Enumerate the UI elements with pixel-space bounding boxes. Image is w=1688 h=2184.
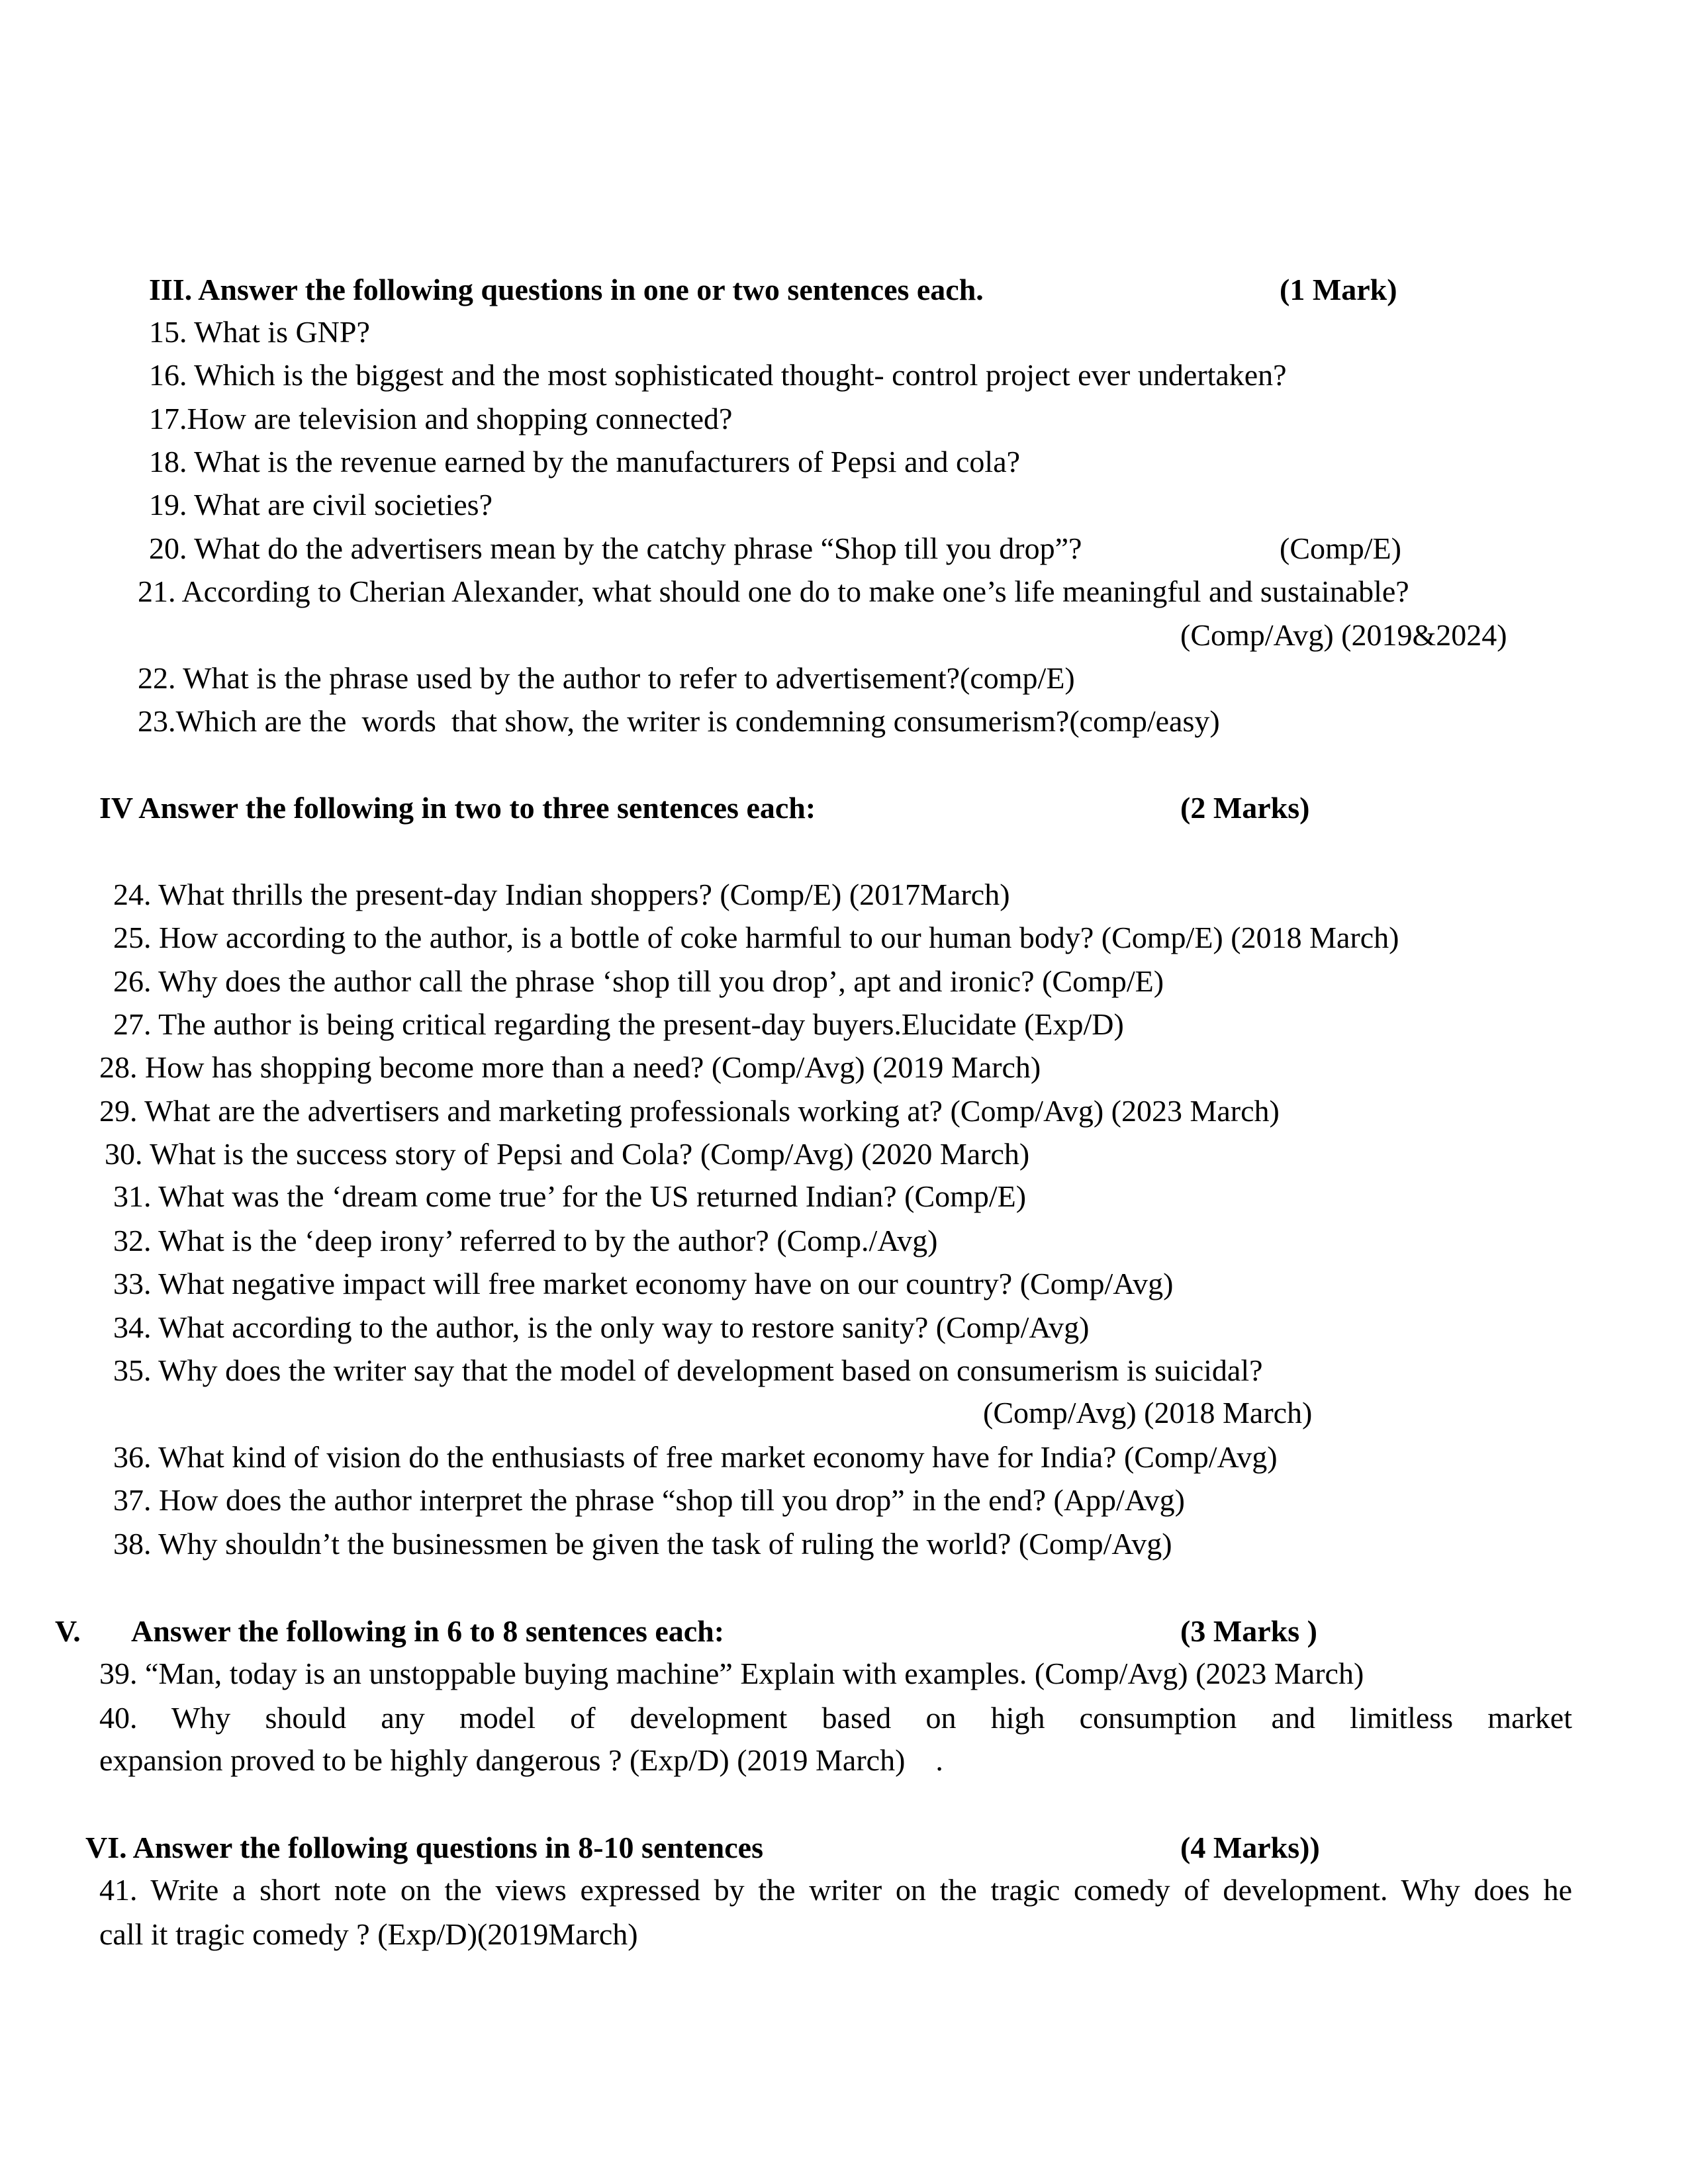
question-23: 23.Which are the words that show, the writer is condemning consumerism?(comp/easy): [138, 704, 1220, 738]
question-17: 17.How are television and shopping connected?: [149, 402, 733, 435]
section-numeral: V.: [55, 1614, 81, 1648]
question-18: 18. What is the revenue earned by the manufacturers of Pepsi and cola?: [149, 445, 1021, 478]
section-marks: (4 Marks)): [1180, 1831, 1320, 1864]
section-heading: VI. Answer the following questions in 8-10 sentences: [85, 1831, 763, 1864]
question-20: 20. What do the advertisers mean by the catchy phrase “Shop till you drop”?: [149, 531, 1082, 565]
question-38: 38. Why shouldn’t the businessmen be given the task of ruling the world? (Comp/Avg): [113, 1527, 1172, 1561]
question-15: 15. What is GNP?: [149, 315, 370, 349]
question-37: 37. How does the author interpret the phrase “shop till you drop” in the end? (App/Avg): [113, 1483, 1185, 1517]
question-24: 24. What thrills the present-day Indian shoppers? (Comp/E) (2017March): [113, 878, 1010, 911]
question-27: 27. The author is being critical regarding the present-day buyers.Elucidate (Exp/D): [113, 1007, 1124, 1041]
question-40-continued: expansion proved to be highly dangerous ? (Exp/D) (2019 March) .: [99, 1743, 943, 1777]
question-35-tag: (Comp/Avg) (2018 March): [983, 1396, 1313, 1430]
question-41-continued: call it tragic comedy ? (Exp/D)(2019March): [99, 1917, 638, 1951]
question-16: 16. Which is the biggest and the most sophisticated thought- control project ever undertaken?: [149, 358, 1287, 392]
question-19: 19. What are civil societies?: [149, 488, 493, 522]
question-25: 25. How according to the author, is a bottle of coke harmful to our human body? (Comp/E) (2018 March): [113, 921, 1399, 954]
question-32: 32. What is the ‘deep irony’ referred to by the author? (Comp./Avg): [113, 1224, 938, 1257]
section-heading: IV Answer the following in two to three sentences each:: [99, 791, 816, 825]
question-30: 30. What is the success story of Pepsi and Cola? (Comp/Avg) (2020 March): [105, 1137, 1030, 1171]
question-36: 36. What kind of vision do the enthusiasts of free market economy have for India? (Comp/Avg): [113, 1440, 1278, 1474]
question-26: 26. Why does the author call the phrase ‘shop till you drop’, apt and ironic? (Comp/E): [113, 964, 1164, 998]
question-33: 33. What negative impact will free market economy have on our country? (Comp/Avg): [113, 1267, 1174, 1300]
question-21: 21. According to Cherian Alexander, what should one do to make one’s life meaningful and sustainable?: [138, 574, 1409, 608]
question-34: 34. What according to the author, is the only way to restore sanity? (Comp/Avg): [113, 1310, 1090, 1344]
question-28: 28. How has shopping become more than a need? (Comp/Avg) (2019 March): [99, 1050, 1041, 1084]
question-20-tag: (Comp/E): [1280, 531, 1401, 565]
question-41: 41. Write a short note on the views expressed by the writer on the tragic comedy of development. Why does he: [99, 1873, 1572, 1907]
question-35: 35. Why does the writer say that the model of development based on consumerism is suicidal?: [113, 1353, 1263, 1387]
section-marks: (2 Marks): [1180, 791, 1310, 825]
section-heading: III. Answer the following questions in one or two sentences each.: [149, 273, 984, 306]
section-marks: (1 Mark): [1280, 273, 1397, 306]
section-heading: Answer the following in 6 to 8 sentences each:: [131, 1614, 725, 1648]
question-21-tag: (Comp/Avg) (2019&2024): [1180, 618, 1507, 652]
section-marks: (3 Marks ): [1180, 1614, 1317, 1648]
question-22: 22. What is the phrase used by the author to refer to advertisement?(comp/E): [138, 661, 1075, 695]
question-29: 29. What are the advertisers and marketing professionals working at? (Comp/Avg) (2023 March): [99, 1094, 1280, 1128]
question-39: 39. “Man, today is an unstoppable buying machine” Explain with examples. (Comp/Avg) (2023 March): [99, 1657, 1364, 1690]
question-40: 40. Why should any model of development based on high consumption and limitless market: [99, 1701, 1572, 1735]
question-31: 31. What was the ‘dream come true’ for the US returned Indian? (Comp/E): [113, 1179, 1027, 1213]
